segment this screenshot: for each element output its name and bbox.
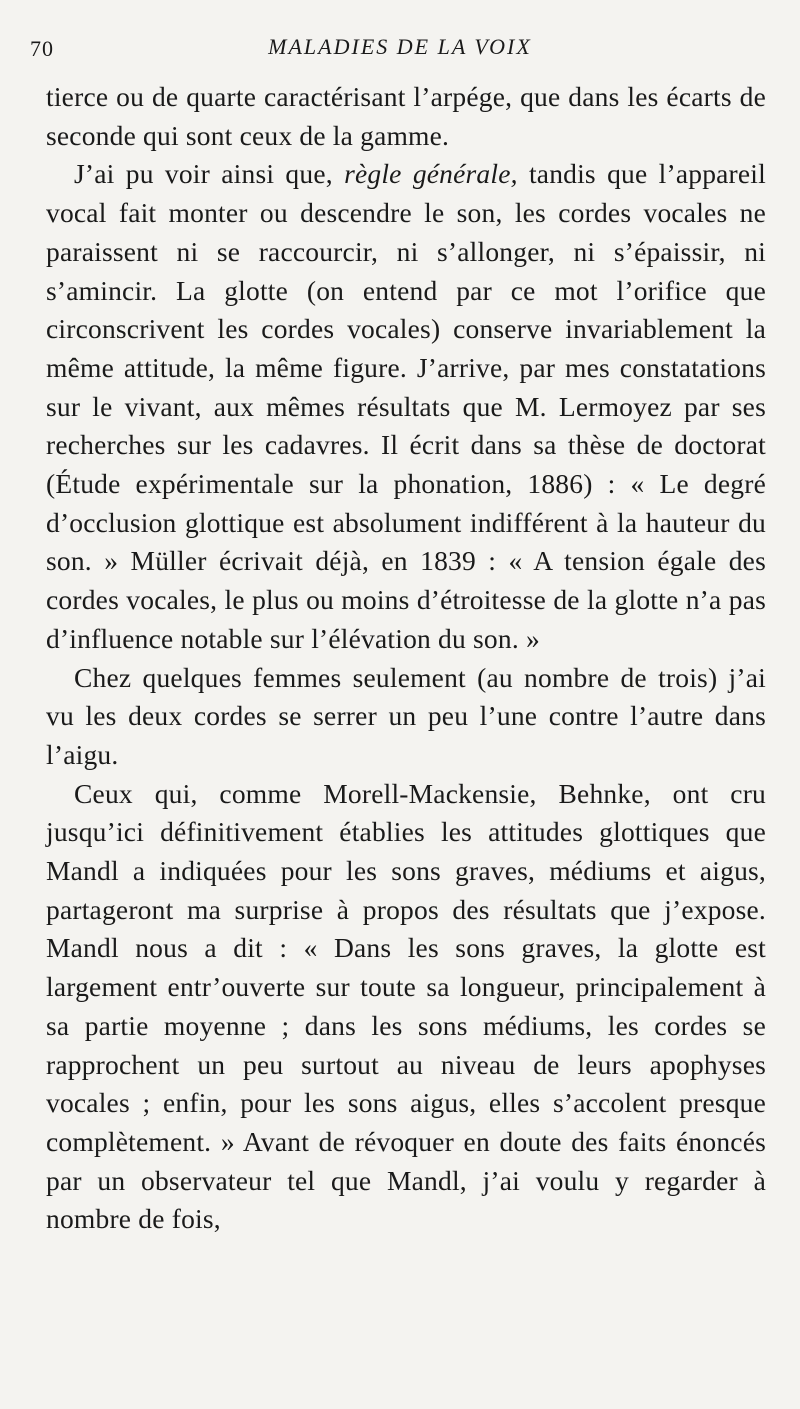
paragraph <box>46 155 766 658</box>
running-title: MALADIES DE LA VOIX <box>268 34 532 59</box>
body-text <box>46 78 766 1239</box>
paragraph-text-start: J’ai pu voir ainsi que, <box>74 158 345 190</box>
page-number: 70 <box>30 36 54 61</box>
paragraph-text-rest: tandis que l’appareil vocal fait monter ou descendre le son, les cordes vocales ne paraissent ni se raccourcir, ni s’allonger, ni s’épaissir, ni s’amincir. La glotte (on entend par ce mot l’orifice que circonscrivent les cordes vocales) conserve invariablement la même attitude, la même figure. J’arrive, par mes constatations sur le vivant, aux mêmes résultats que M. Lermoyez par ses recherches sur les cadavres. Il écrit dans sa thèse de doctorat (Étude expérimentale sur la phonation, 1886) : « Le degré d’occlusion glottique est absolument indifférent à la hauteur du son. » Müller écrivait déjà, en 1839 : « A tension égale des cordes vocales, le plus ou moins d’étroitesse de la glotte n’a pas d’influence notable sur l’élévation du son. » <box>46 158 766 654</box>
italic-phrase: règle générale, <box>344 158 518 190</box>
paragraph: Ceux qui, comme Morell-Mackensie, Behnke, ont cru jusqu’ici définitivement établies les attitudes glottiques que Mandl a indiquées pour les sons graves, médiums et aigus, partageront ma surprise à propos des résultats que j’expose. Mandl nous a dit : « Dans les sons graves, la glotte est largement entr’ouverte sur toute sa longueur, principalement à sa partie moyenne ; dans les sons médiums, les cordes se rapprochent un peu surtout au niveau de leurs apophyses vocales ; enfin, pour les sons aigus, elles s’accolent presque complètement. » Avant de révoquer en doute des faits énoncés par un observateur tel que Mandl, j’ai voulu y regarder à nombre de fois, <box>46 777 766 1235</box>
paragraph: Chez quelques femmes seulement (au nombre de trois) j’ai vu les deux cordes se serrer un peu l’une contre l’autre dans l’aigu. <box>46 661 766 770</box>
paragraph-continuation: tierce ou de quarte caractérisant l’arpége, que dans les écarts de seconde qui sont ceux de la gamme. <box>46 81 766 151</box>
